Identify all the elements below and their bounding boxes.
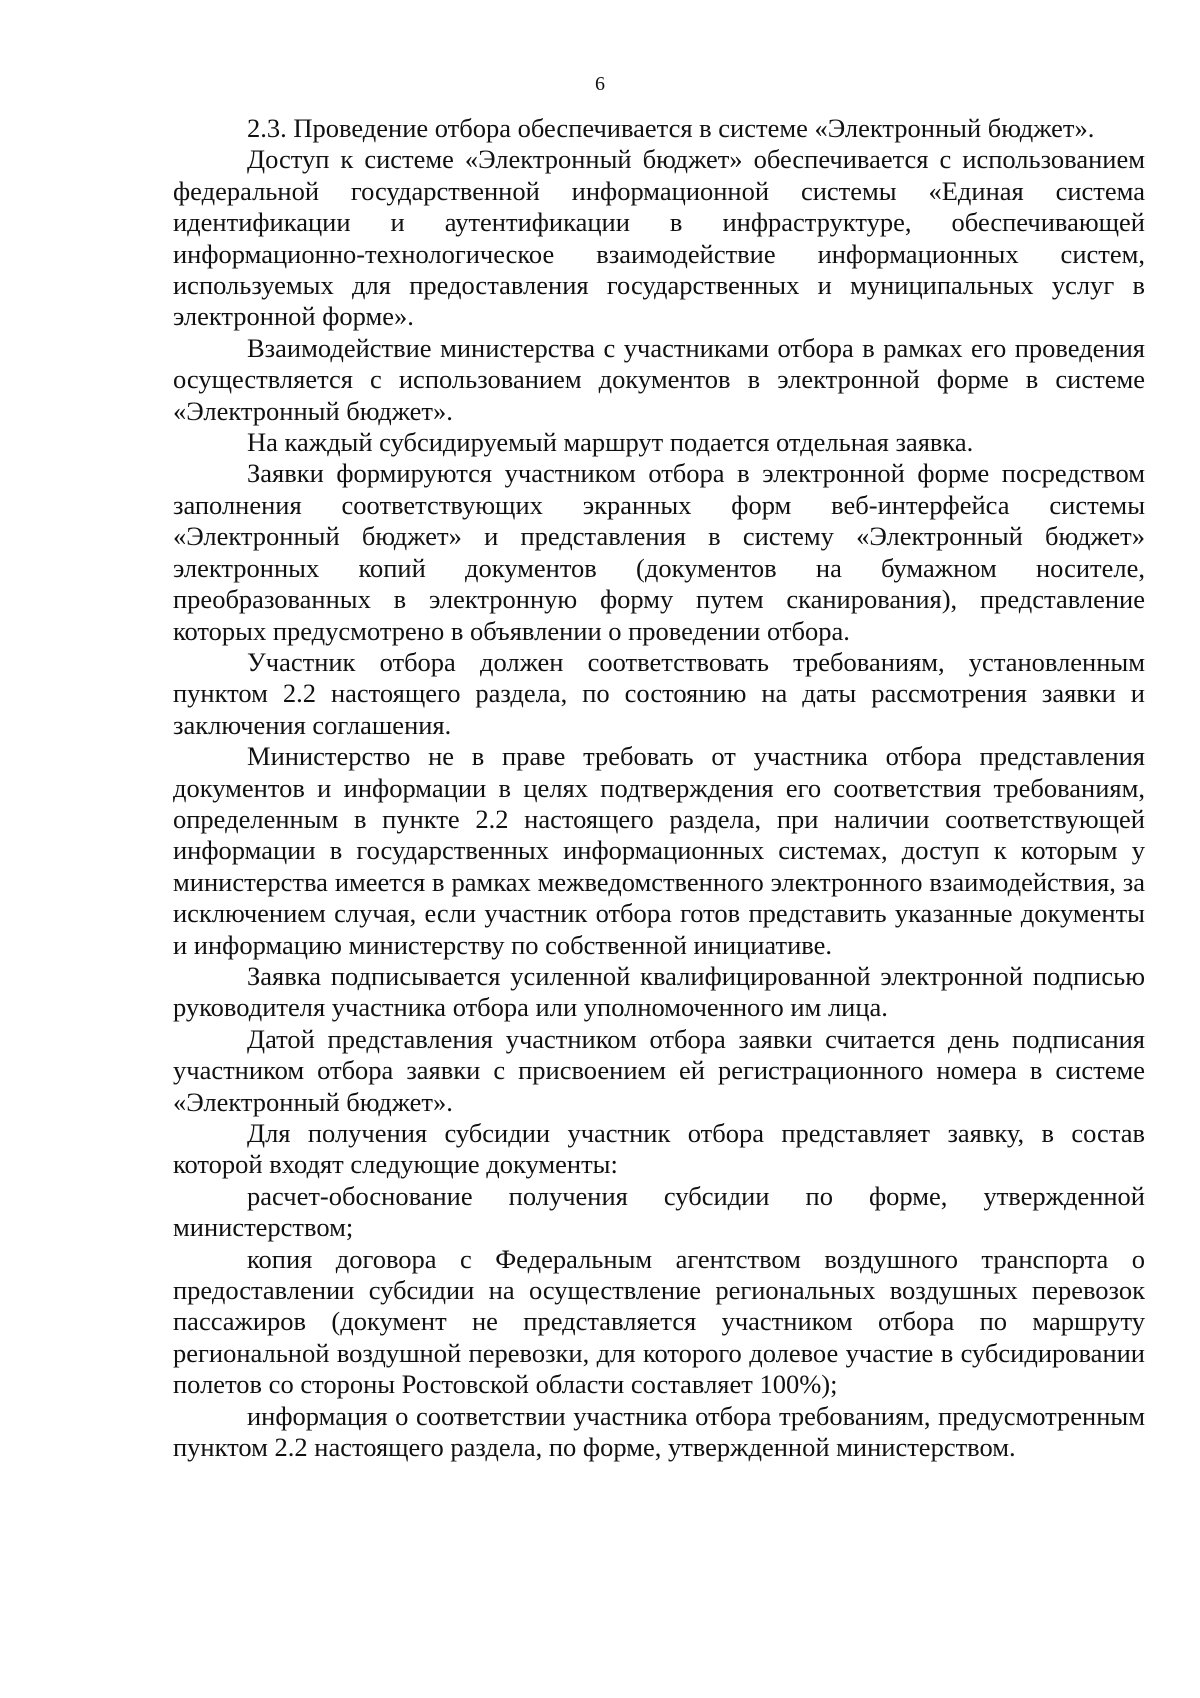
list-item-calculation: расчет-обоснование получения субсидии по форме, утвержденной министерством;	[173, 1180, 1145, 1243]
paragraph-one-route: На каждый субсидируемый маршрут подается отдельная заявка.	[247, 427, 974, 458]
paragraph-2-3: 2.3. Проведение отбора обеспечивается в системе «Электронный бюджет».	[247, 113, 1095, 143]
document-body	[173, 113, 1145, 1463]
paragraph-participant-requirements: Участник отбора должен соответствовать требованиям, установленным пунктом 2.2 настоящего раздела, по состоянию на даты рассмотрения заявки и заключения соглашения.	[173, 646, 1145, 740]
paragraph-ministry-restriction: Министерство не в праве требовать от участника отбора представления документов и информации в целях подтверждения его соответствия требованиям, определенным в пункте 2.2 настоящего раздела, при наличии соответствующей информации в государственных информационных системах, доступ к которым у министерства имеется в рамках межведомственного электронного взаимодействия, за исключением случая, если участник отбора готов представить указанные документы и информацию министерству по собственной инициативе.	[173, 741, 1145, 960]
paragraph-access: Доступ к системе «Электронный бюджет» обеспечивается с использованием федеральной государственной информационной системы «Единая система идентификации и аутентификации в инфраструктуре, обеспечивающей информационно-технологическое взаимодействие информационных систем, используемых для предоставления государственных и муниципальных услуг в электронной форме».	[173, 144, 1145, 332]
page-number: 6	[595, 73, 605, 95]
list-item-contract-copy: копия договора с Федеральным агентством воздушного транспорта о предоставлении субсидии на осуществление региональных воздушных перевозок пассажиров (документ не представляется участником отбора по маршруту региональной воздушной перевозки, для которого долевое участие в субсидировании полетов со стороны Ростовской области составляет 100%);	[173, 1243, 1145, 1400]
paragraph-submission-date: Датой представления участником отбора заявки считается день подписания участником отбора заявки с присвоением ей регистрационного номера в системе «Электронный бюджет».	[173, 1023, 1145, 1117]
list-item-compliance-info: информация о соответствии участника отбора требованиям, предусмотренным пунктом 2.2 настоящего раздела, по форме, утвержденной министерством.	[173, 1400, 1145, 1463]
paragraph-documents-intro: Для получения субсидии участник отбора представляет заявку, в состав которой входят следующие документы:	[173, 1118, 1145, 1180]
paragraph-interaction: Взаимодействие министерства с участниками отбора в рамках его проведения осуществляется с использованием документов в электронной форме в системе «Электронный бюджет».	[173, 332, 1145, 426]
paragraph-applications-formed: Заявки формируются участником отбора в электронной форме посредством заполнения соответствующих экранных форм веб-интерфейса системы «Электронный бюджет» и представления в систему «Электронный бюджет» электронных копий документов (документов на бумажном носителе, преобразованных в электронную форму путем сканирования), представление которых предусмотрено в объявлении о проведении отбора.	[173, 458, 1145, 646]
paragraph-signature: Заявка подписывается усиленной квалифицированной электронной подписью руководителя участника отбора или уполномоченного им лица.	[173, 960, 1145, 1023]
